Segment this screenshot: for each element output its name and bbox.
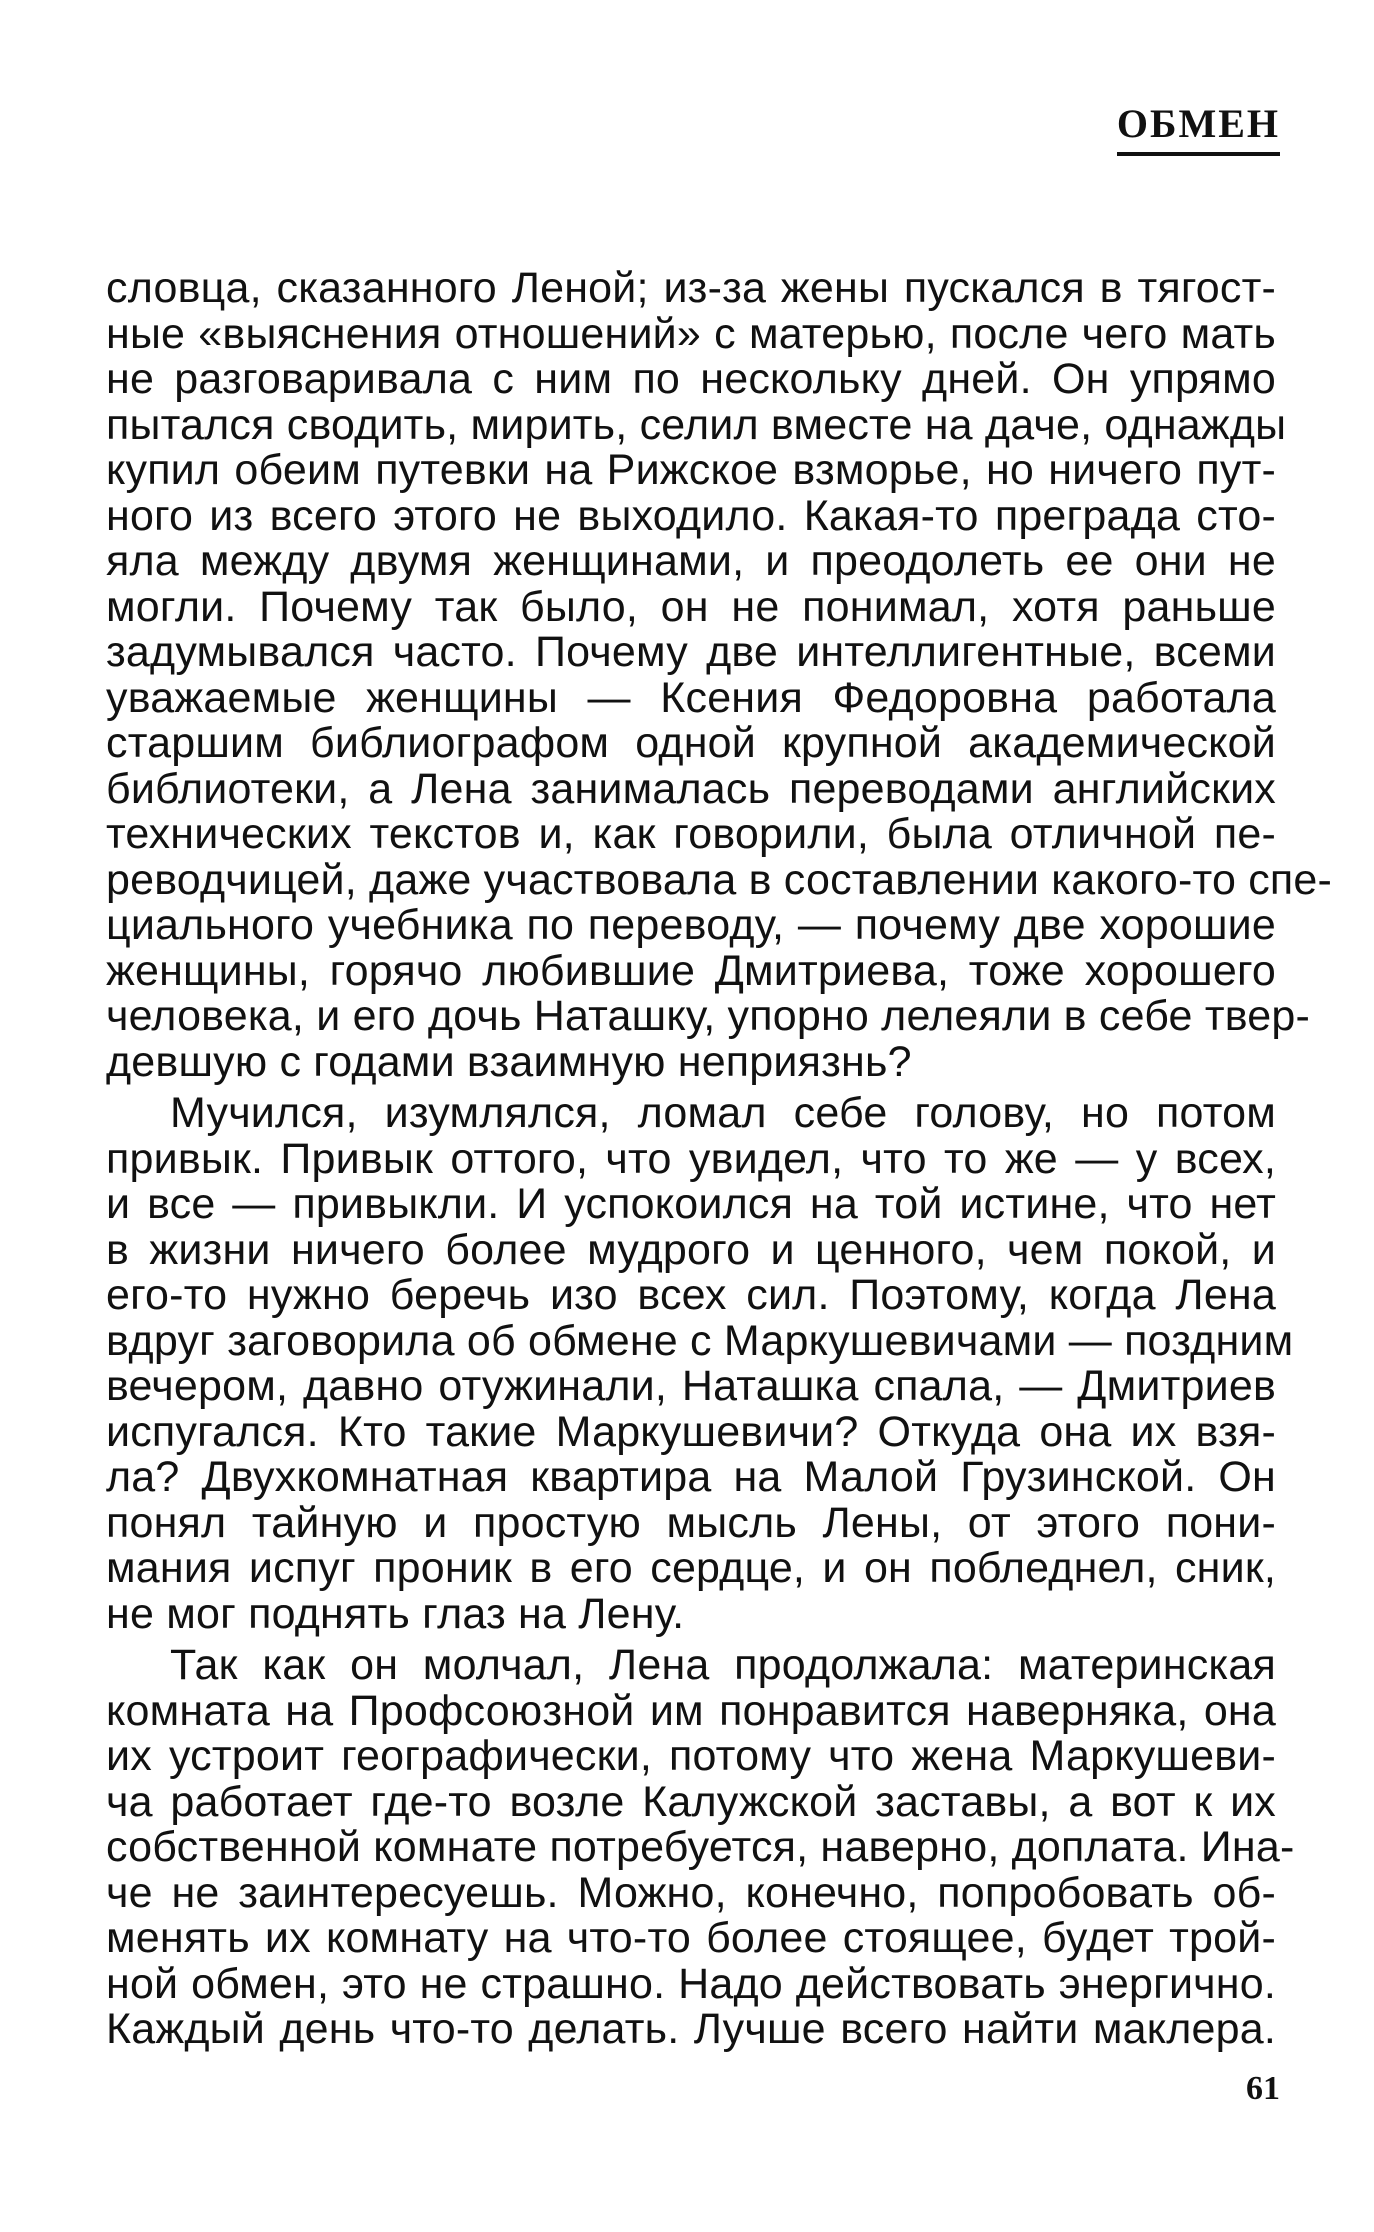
- page-number: 61: [1246, 2070, 1280, 2107]
- text-line: уважаемые женщины — Ксения Федоровна работала: [106, 673, 1276, 722]
- running-head-rule: [1117, 152, 1280, 156]
- text-line: ча работает где-то возле Калужской заставы, а вот к их: [106, 1777, 1276, 1826]
- text-line: женщины, горячо любившие Дмитриева, тоже хорошего: [106, 946, 1276, 995]
- text-line: пытался сводить, мирить, селил вместе на даче, однажды: [106, 400, 1287, 449]
- paragraph: [106, 264, 1333, 1086]
- text-line: словца, сказанного Леной; из-за жены пускался в тягост-: [106, 264, 1276, 312]
- text-line: вдруг заговорила об обмене с Маркушевичами — поздним: [106, 1316, 1294, 1365]
- running-head-title: ОБМЕН: [1116, 101, 1280, 146]
- text-line: Мучился, изумлялся, ломал себе голову, но потом: [170, 1089, 1276, 1137]
- text-line: вечером, давно отужинали, Наташка спала, — Дмитриев: [106, 1362, 1276, 1410]
- text-line: привык. Привык оттого, что увидел, что то же — у всех,: [106, 1134, 1276, 1183]
- text-line: мания испуг проник в его сердце, и он побледнел, сник,: [106, 1544, 1276, 1592]
- body-text: [106, 264, 1333, 2053]
- text-line: собственной комнате потребуется, наверно, доплата. Ина-: [106, 1823, 1295, 1871]
- text-line: их устроит географически, потому что жена Маркушеви-: [106, 1732, 1276, 1780]
- text-line: понял тайную и простую мысль Лены, от этого пони-: [106, 1498, 1276, 1547]
- text-line: могли. Почему так было, он не понимал, хотя раньше: [106, 582, 1276, 631]
- text-line: не мог поднять глаз на Лену.: [106, 1589, 685, 1638]
- text-line: Каждый день что-то делать. Лучше всего найти маклера.: [106, 2005, 1276, 2053]
- text-line: купил обеим путевки на Рижское взморье, но ничего пут-: [106, 446, 1276, 494]
- paragraph: [106, 1641, 1295, 2053]
- text-line: человека, и его дочь Наташку, упорно лелеяли в себе твер-: [106, 992, 1311, 1040]
- text-line: задумывался часто. Почему две интеллигентные, всеми: [106, 628, 1276, 676]
- text-line: технических текстов и, как говорили, была отличной пе-: [106, 810, 1276, 858]
- text-line: старшим библиографом одной крупной академической: [106, 719, 1276, 767]
- running-head: [1116, 101, 1280, 156]
- text-line: ной обмен, это не страшно. Надо действовать энергично.: [106, 1959, 1276, 2008]
- text-line: ла? Двухкомнатная квартира на Малой Грузинской. Он: [106, 1453, 1276, 1501]
- text-line: че не заинтересуешь. Можно, конечно, попробовать об-: [106, 1868, 1276, 1917]
- text-line: не разговаривала с ним по нескольку дней. Он упрямо: [106, 355, 1276, 403]
- text-line: и все — привыкли. И успокоился на той истине, что нет: [106, 1180, 1276, 1228]
- text-line: девшую с годами взаимную неприязнь?: [106, 1037, 912, 1086]
- text-line: менять их комнату на что-то более стоящее, будет трой-: [106, 1914, 1276, 1962]
- text-line: Так как он молчал, Лена продолжала: материнская: [170, 1641, 1276, 1689]
- text-line: комната на Профсоюзной им понравится наверняка, она: [106, 1686, 1276, 1735]
- text-line: циального учебника по переводу, — почему две хорошие: [106, 901, 1276, 949]
- text-line: яла между двумя женщинами, и преодолеть ее они не: [106, 537, 1276, 585]
- text-line: ные «выяснения отношений» с матерью, после чего мать: [106, 309, 1276, 358]
- text-line: его-то нужно беречь изо всех сил. Поэтому, когда Лена: [106, 1271, 1276, 1319]
- text-line: ного из всего этого не выходило. Какая-то преграда сто-: [106, 491, 1276, 540]
- text-line: в жизни ничего более мудрого и ценного, чем покой, и: [106, 1225, 1276, 1274]
- text-line: испугался. Кто такие Маркушевичи? Откуда она их взя-: [106, 1407, 1276, 1456]
- text-line: реводчицей, даже участвовала в составлении какого-то спе-: [106, 855, 1333, 904]
- text-line: библиотеки, а Лена занималась переводами английских: [106, 764, 1276, 813]
- paragraph: [106, 1089, 1294, 1638]
